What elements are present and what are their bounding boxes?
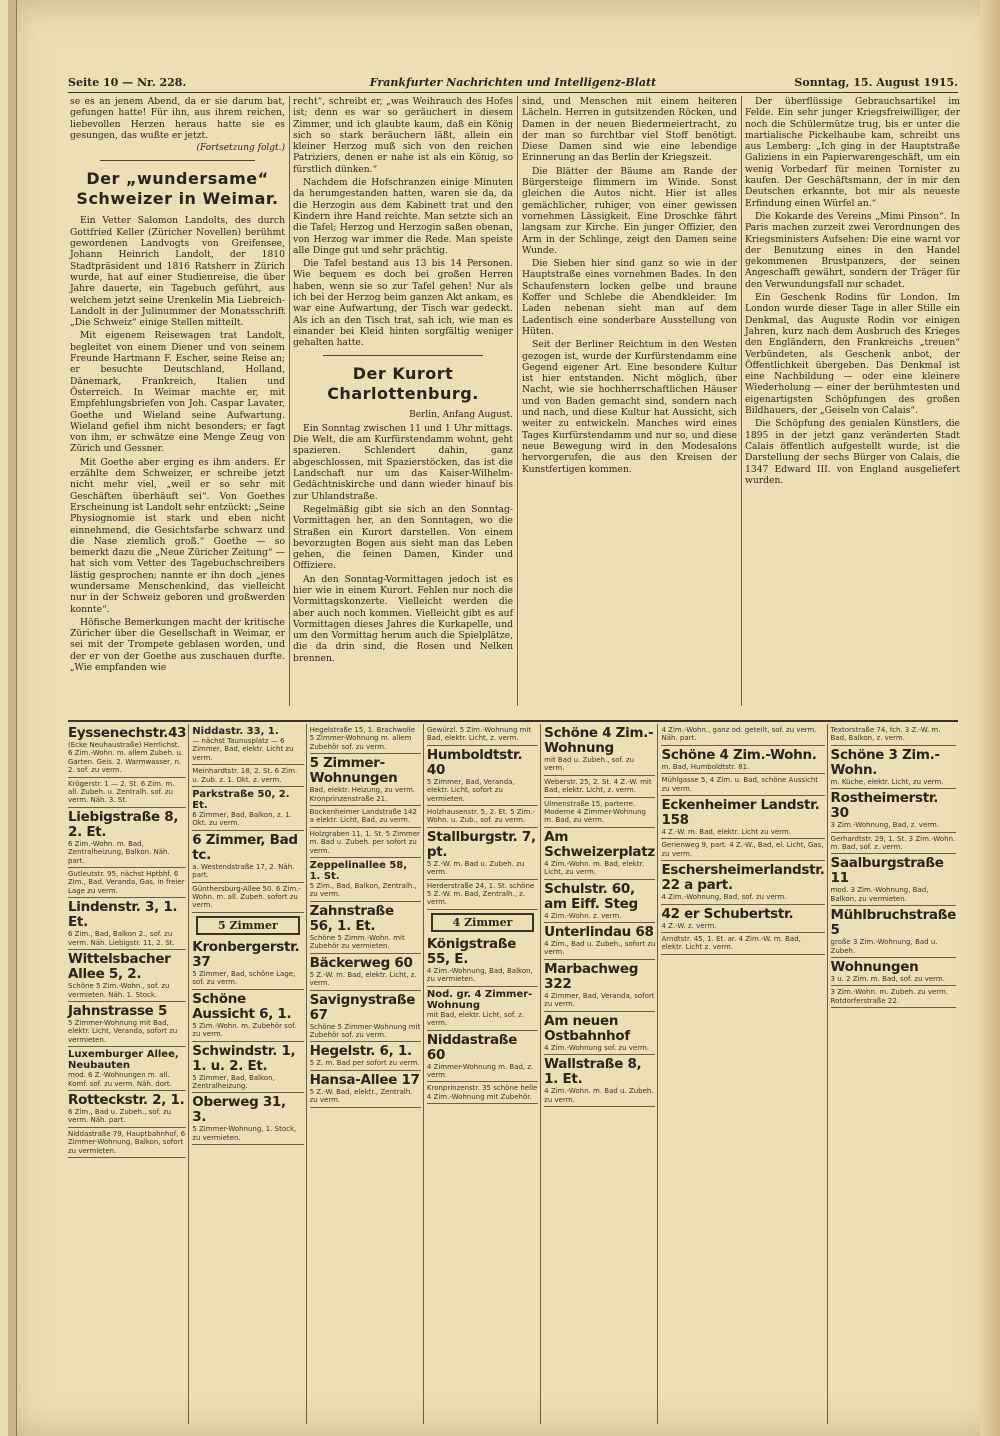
classified-ad — [310, 858, 421, 902]
ad-text: Schöne 5 Zimmer-Wohnung mit Zubehör sof. zu verm. — [309, 1022, 421, 1039]
ad-heading: Schöne 3 Zim.-Wohn. — [830, 746, 940, 778]
classified-ad — [68, 868, 186, 898]
classified-ad — [68, 778, 186, 808]
classified-ad — [310, 1042, 421, 1070]
ad-text: — nächst Taunusplatz — 6 Zimmer, Bad, elektr. Licht zu verm. — [192, 737, 294, 762]
classified-ad — [68, 1002, 186, 1047]
classified-ad — [427, 746, 538, 806]
ad-heading: Bäckerweg 60 — [309, 954, 413, 971]
ad-heading: Schulstr. 60, am Eiff. Steg — [544, 880, 638, 912]
ad-text: 5 Zimmer, Bad, schöne Lage, sof. zu verm. — [192, 969, 296, 987]
classified-ad — [544, 1012, 655, 1055]
classified-ad — [544, 724, 655, 776]
ad-text: 4 Zim.-Wohn., ganz od. geteilt, sof. zu verm. Näh. part. — [661, 726, 817, 743]
ad-heading: Schöne 4 Zim.-Wohnung — [544, 725, 654, 756]
classified-ad — [544, 798, 655, 828]
classified-ad — [831, 724, 956, 746]
ad-text: Schöne 5 Zim.-Wohn., sof. zu vermieten. Näh. 1. Stock. — [68, 982, 170, 999]
classified-ad — [68, 950, 186, 1002]
article-paragraph: recht“, schreibt er, „was Weihrauch des Hofes ist; denn es war so geräuchert in diesem Zimmer, und ich glaubte kaum, daß ein König sich so stark beräuchern läßt, allein ein kleiner Herzog muß sich von den reichen Patriziers, denen er nahe ist als ein König, so fürstlich dünken.“ — [293, 96, 513, 175]
ads-column — [68, 724, 189, 1424]
ad-text: m. Küche, elektr. Licht, zu verm. — [830, 777, 944, 786]
ad-text: 4 Zim.-Wohnung, Bad, Balkon, zu vermieten. — [426, 966, 533, 984]
divider — [323, 355, 483, 356]
classified-ad — [192, 831, 303, 883]
article-paragraph: Die Tafel bestand aus 13 bis 14 Personen. Wie bequem es doch bei großen Herren haben, wenn sie so zur Tafel gehen! Nur als ich bei der Herzog beim ganzen Akt ankam, es war eine Aufwartung, der Tisch war gedeckt. Als ich an den Tisch trat, sah ich, wie man es einander bei Kleid hinten sorgfältig weniger gehalten hatte. — [293, 258, 513, 349]
ad-text: 5 Zimmer, Bad, Veranda, elektr. Licht, sofort zu vermieten. — [426, 777, 515, 803]
ad-text: große 3 Zim.-Wohnung, Bad u. Zubeh. — [830, 938, 938, 955]
ad-text: Ulmenstraße 15, parterre. Moderne 4 Zimmer-Wohnung m. Bad, zu verm. — [544, 799, 646, 825]
article-paragraph: sind, und Menschen mit einem heiteren Lächeln. Herren in gutsitzenden Röcken, und Damen in der neuen Biedermeiertracht, zu der man so furchtbar viel Stoff benötigt. Diese Damen sind wie eine lebendige Erinnerung an das Berlin der Kriegszeit. — [522, 96, 737, 164]
ad-heading: 5 Zimmer-Wohnungen — [309, 755, 398, 787]
news-item: Die Schöpfung des genialen Künstlers, die 1895 in der jetzt ganz veränderten Stadt Calais öffentlich aufgestellt wurde, ist die Darstellung der sechs Bürger von Calais, die 1347 Edward III. von England ausgeliefert wurden. — [745, 418, 960, 486]
classified-ad — [192, 1042, 303, 1094]
newspaper-title: Frankfurter Nachrichten und Intelligenz-Blatt — [369, 76, 657, 89]
ad-heading: Schöne 4 Zim.-Wohn. — [661, 746, 817, 763]
article-column-4 — [745, 96, 960, 706]
ad-text: Krögerstr. 1 — 2. St. 6 Zim. m. all. Zubeh. u. Zentralh. sof. zu verm. Näh. 3. St. — [68, 779, 175, 805]
article-paragraph: Ein Sonntag zwischen 11 und 1 Uhr mittags. Die Welt, die am Kurfürstendamm wohnt, geht spazieren. Schlendert dahin, ganz abgeschlossen, mit Spazierstöcken, das ist die Landschaft nur um das Kaiser-Wilhelm-Gedächtniskirche und dann wieder hinauf bis zur Uhlandstraße. — [293, 422, 513, 502]
classified-ad — [427, 724, 538, 746]
column-rule — [741, 96, 742, 706]
classified-ad — [427, 806, 538, 828]
classified-ad — [427, 880, 538, 910]
classified-ad — [544, 776, 655, 798]
column-rule — [517, 96, 518, 706]
ad-text: mod. 6 Z.-Wohnungen m. all. Komf. sof. zu verm. Näh. dort. — [68, 1071, 172, 1088]
ad-heading: Am Schweizerplatz — [544, 828, 655, 860]
article-dateline: Berlin, Anfang August. — [409, 409, 513, 420]
article-paragraph: Regelmäßig gibt sie sich an den Sonntag-Vormittagen her, an den Sonntagen, wo die Straßen ein Kurort darstellen. Von einem bevorzugten Bogen aus sieht man das Leben gehen, die feinen Damen, Kinder und Offiziere. — [293, 503, 513, 572]
classified-ad — [310, 754, 421, 806]
ads-column — [831, 724, 958, 1424]
ad-heading: Schöne Aussicht 6, 1. — [192, 990, 292, 1022]
ad-text: Meinhardtstr. 18, 2. St. 6 Zim. u. Zub. z. 1. Okt. z. verm. — [192, 767, 298, 784]
ad-text: Niddastraße 79, Hauptbahnhof, 6 Zimmer-Wohnung, Balkon, sofort zu vermieten. — [68, 1129, 186, 1155]
ads-column — [544, 724, 658, 1424]
ad-text: Gerienweg 9, part. 4 Z.-W., Bad, el. Licht, Gas, zu verm. — [661, 841, 824, 858]
ad-text: 5 Z.-W. Bad, elektr., Zentralh. zu verm. — [309, 1087, 413, 1105]
ad-text: Hegelstraße 15, 1. Brachwolle 5 Zimmer-Wohnung m. allem Zubehör sof. zu verm. — [309, 726, 416, 751]
classified-ad — [192, 724, 303, 765]
ad-text: Herderstraße 24, 1. St. schöne 5 Z.-W. m. Bad, Zentralh., z. verm. — [426, 881, 535, 907]
ad-heading: Saalburgstraße 11 — [830, 855, 944, 887]
ad-heading: Königstraße 55, E. — [426, 935, 517, 967]
ad-heading: Humboldtstr. 40 — [426, 746, 523, 778]
serial-ending: se es an jenem Abend, da er sie darum bat, gefungen hatte! Für ihn, aus ihrem reichen, liebevollen Herzen heraus hatte sie es gesungen, das wußte er jetzt. — [70, 96, 285, 141]
classified-ads — [68, 724, 958, 1424]
classified-ad — [831, 986, 956, 1008]
ad-heading: Hansa-Allee 17 — [309, 1071, 420, 1088]
article-paragraph: Höfische Bemerkungen macht der kritische Züricher über die Gesellschaft in Weimar, er sei mit der Trompete geblasen worden, und der er von der Goethe aus zuschauen durfte. „Wie empfanden wie — [70, 616, 285, 674]
classified-ad — [192, 938, 303, 990]
ad-heading: Eckenheimer Landstr. 158 — [661, 797, 820, 829]
classified-ad — [544, 828, 655, 880]
ad-heading: Lindenstr. 3, 1. Et. — [68, 899, 178, 931]
article-headline: Der „wundersame“ Schweizer in Weimar. — [76, 169, 279, 209]
classified-ad — [831, 746, 956, 789]
ad-text: 5 Zimmer, Bad, Balkon, Zentralheizung. — [192, 1073, 275, 1090]
classified-ad — [661, 933, 824, 955]
classified-ad — [661, 839, 824, 861]
classified-ad — [192, 990, 303, 1042]
ad-text: 5 Zim., Bad, Balkon, Zentralh., zu verm. — [309, 882, 417, 899]
classified-ad — [544, 923, 655, 960]
ad-heading: Rostheimerstr. 30 — [830, 790, 939, 822]
classified-ad — [661, 774, 824, 796]
ad-text: Mühlgasse 5, 4 Zim. u. Bad, schöne Aussicht zu verm. — [661, 776, 819, 793]
ad-text: 6 Zim., Bad u. Zubeh., sof. zu verm. Näh. part. — [68, 1107, 172, 1125]
ad-text: m. Bad, Humboldtstr. 81. — [661, 762, 750, 771]
ad-text: 5 Zim.-Wohn. m. Zubehör sof. zu verm. — [192, 1021, 297, 1039]
ad-heading: Schwindstr. 1, 1. u. 2. Et. — [192, 1042, 296, 1074]
ad-text: (Ecke Neuhaustraße) Herrlichst. 6 Zim.-Wohn. m. allem Zubeh. u. Garten. Geis. 2. Warmwasser, n. 2. sof. zu verm. — [68, 741, 184, 775]
article-paragraph: Mit eigenem Reisewagen trat Landolt, begleitet von einem Diener und von seinem Freunde Hartmann F. Escher, seine Reise an; er besuchte Deutschland, Holland, Dänemark, Frankreich, Italien und Österreich. In Weimar machte er, mit Empfehlungsbriefen von Joh. Caspar Lavater, Goethe und Wieland seine Aufwartung. Wieland gefiel ihm nicht besonders; er fagt von ihm, er schwätze eine Menge Zeug von Zürich und Gessner. — [70, 330, 285, 455]
divider — [100, 160, 255, 161]
classified-ad — [427, 1031, 538, 1083]
ad-heading: Liebigstraße 8, 2. Et. — [68, 808, 179, 840]
ad-text: a. Westendstraße 17, 2. Näh. part. — [192, 862, 295, 880]
classified-ad — [661, 746, 824, 774]
article-headline: Der Kurort Charlottenburg. — [327, 363, 479, 403]
news-item: Die Kokarde des Vereins „Mimi Pinson“. In Paris machen zurzeit zwei Verordnungen des Kriegsministers Aufsehen: Die eine warnt vor der Benutzung eines in den Handel gekommenen Brustpanzers, der seinen Angeschafft gewährt, sondern der Träger für den Verwundungsfall nur schadet. — [745, 210, 960, 290]
ad-text: Holzhausenstr. 5, 2. Et. 5 Zim.-Wohn. u. Zub., sof. zu verm. — [426, 808, 536, 825]
article-column-2 — [293, 96, 513, 706]
ad-heading: Kronbergerstr. 37 — [192, 938, 300, 970]
classified-ad — [310, 806, 421, 828]
ad-heading: Niddastr. 33, 1. — [192, 726, 279, 737]
ad-text: 3 Zim.-Wohn. m. Zubeh. zu verm. Rotdorferstraße 22. — [830, 988, 949, 1005]
ad-heading: Jahnstrasse 5 — [68, 1002, 168, 1019]
classified-ad — [427, 987, 538, 1031]
issue-date: Sonntag, 15. August 1915. — [794, 76, 958, 89]
classified-ad — [544, 960, 655, 1012]
ad-text: Textorstraße 74, fch. 3 Z.-W. m. Bad, Balkon, z. verm. — [830, 726, 941, 743]
article-paragraph: Die Blätter der Bäume am Rande der Bürgersteige flimmern im Winde. Sonst gleichen die Autos nicht. Hier ist alles gemächlicher, ruhiger, von einer gewissen vornehmen Lässigkeit. Eine Droschke fährt langsam zur Kirche. Ein junger Offizier, den Arm in der Schlinge, zeigt den Damen seine Wunde. — [522, 165, 737, 256]
ad-text: 5 Z.-W. m. Bad, elektr. Licht, z. verm. — [309, 970, 417, 988]
ad-text: 4 Zimmer, Bad, Veranda, sofort zu verm. — [544, 991, 655, 1009]
ad-text: Bad, elektr. Heizung, zu verm. Kronprinzenstraße 21. — [309, 786, 416, 803]
classified-ad — [68, 1128, 186, 1158]
classified-ad — [192, 787, 303, 831]
classified-ad — [68, 724, 186, 778]
ad-heading: Zahnstraße 56, 1. Et. — [309, 902, 394, 934]
ad-heading: Wohnungen — [830, 959, 919, 976]
news-item: Ein Geschenk Rodins für London. Im London wurde dieser Tage in aller Stille ein Denkmal, das Auguste Rodin vor einigen Jahren, kurz nach dem Ausbruch des Krieges den Engländern, den Frankreichs „treuen“ Verbündeten, als Geschenk anbot, der Öffentlichkeit übergeben. Das Denkmal ist eine Nachbildung — oder eine kleinere Wiederholung — einer der berühmtesten und eigenartigsten Schöpfungen des großen Bildhauers, der „Geiseln von Calais“. — [745, 292, 960, 417]
ad-heading: Wallstraße 8, 1. Et. — [544, 1056, 642, 1088]
classified-ad — [68, 898, 186, 950]
ad-heading: Savignystraße 67 — [309, 991, 416, 1023]
ad-text: Gutleutstr. 95, nächst Hptbhf. 6 Zim., Bad, Veranda, Gas, in freier Lage zu verm. — [68, 870, 185, 895]
classified-ad — [661, 905, 824, 933]
masthead — [68, 74, 958, 93]
ad-heading: 42 er Schubertstr. — [661, 905, 794, 922]
ad-text: Günthersburg-Allee 50. 6 Zim.-Wohn. m. all. Zubeh. sofort zu verm. — [192, 884, 301, 910]
classified-ad — [310, 1071, 421, 1108]
column-rule — [289, 96, 290, 706]
ad-heading: Luxemburger Allee, Neubauten — [68, 1049, 179, 1072]
classified-ad — [661, 724, 824, 746]
classified-ad — [192, 765, 303, 787]
classified-ad — [831, 958, 956, 986]
classified-ad — [310, 991, 421, 1043]
ads-column — [427, 724, 541, 1424]
classified-ad — [68, 1091, 186, 1128]
ad-heading: 6 Zimmer, Bad tc. — [192, 831, 298, 863]
ad-text: 4 Zim., Bad u. Zubeh., sofort zu verm. — [544, 940, 656, 957]
ads-section-header: 4 Zimmer — [431, 913, 534, 932]
ad-heading: Stallburgstr. 7, pt. — [426, 828, 536, 860]
classified-ad — [427, 828, 538, 880]
ad-text: 3 Zim.-Wohnung, Bad, z. verm. — [830, 821, 940, 830]
classified-ad — [192, 1093, 303, 1145]
ad-heading: Wittelsbacher Allee 5, 2. — [68, 951, 171, 983]
ad-text: 4 Zim.-Wohn. m. Bad, elektr. Licht, zu verm. — [544, 859, 645, 877]
article-column-1 — [70, 96, 285, 706]
ad-text: 4 Zim.-Wohn. m. Bad u. Zubeh. zu verm. — [544, 1087, 654, 1104]
ad-heading: Rotteckstr. 2, 1. — [68, 1091, 185, 1108]
ad-text: 5 Zimmer-Wohnung, 1. Stock, zu vermieten. — [192, 1125, 297, 1142]
classified-ad — [68, 808, 186, 868]
ad-text: 5 Z.-W. m. Bad u. Zubeh. zu verm. — [426, 859, 525, 877]
ad-heading: Parkstraße 50, 2. Et. — [192, 789, 290, 812]
article-paragraph: Seit der Berliner Reichtum in den Westen gezogen ist, wurde der Kurfürstendamm eine Gegend eigener Art. Eine besondere Kultur ist hier entstanden. Nicht möglich, über Nacht, wie sie hochherrschaftlichen Häuser und von Baden gemacht sind, sondern nach und nach, und diese Kultur hat Aussicht, sich weiter zu entwickeln. Manches wird eines Tages Kurfürstendamm und nur so, und diese neue Bewegung wird in den Modesalons hervorgerufen, die aus den Kreisen der Kunstfertigen kommen. — [522, 339, 737, 475]
ad-heading: Marbachweg 322 — [544, 960, 639, 992]
classified-ad — [831, 854, 956, 906]
article-paragraph: An den Sonntag-Vormittagen jedoch ist es hier wie in einem Kurort. Fehlen nur noch die Vormittagskonzerte. Vielleicht werden die aber auch noch kommen. Vielleicht gibt es auf Vormittagen dieses Jahres die Kurkapelle, und um den Vormittag herum auch die Spielplätze, die da drin sind, die Rosen und Nelken brennen. — [293, 573, 513, 664]
ad-text: 4 Zimmer-Wohnung m. Bad, z. verm. — [426, 1062, 534, 1079]
ads-section-header: 5 Zimmer — [196, 916, 299, 935]
article-paragraph: Die Sieben hier sind ganz so wie in der Hauptstraße eines vornehmen Bades. In den Schaufenstern locken gelbe und braune Koffer und Schlebe die Abendkleider. Im Laden nebenan sieht man auf dem Ladentisch eine sonderbare Ausstellung von Hüten. — [522, 258, 737, 337]
ad-text: Kronprinzenstr. 35 schöne helle 4 Zim.-Wohnung mit Zubehör. — [426, 1084, 538, 1101]
ad-text: 6 Zim., Bad, Balkon 2., sof. zu verm. Näh. Liebigstr. 11, 2. St. — [68, 930, 175, 947]
classified-ad — [310, 724, 421, 754]
classified-ad — [831, 789, 956, 832]
ads-column — [192, 724, 306, 1424]
ad-text: Bockenheimer Landstraße 142 a elektr. Licht, Bad, zu verm. — [309, 808, 417, 825]
ad-text: mit Bad, elektr. Licht, sof. z. verm. — [426, 1010, 525, 1028]
ads-column — [661, 724, 827, 1424]
classified-ad — [427, 1082, 538, 1104]
ad-text: Arndtstr. 45, 1. Et. ar. 4 Zim.-W. m. Bad, elektr. Licht z. verm. — [661, 935, 801, 952]
page-number: Seite 10 — Nr. 228. — [68, 76, 187, 89]
ad-text: 4 Z.-W. z. verm. — [661, 921, 717, 930]
page-edge — [980, 0, 1000, 1436]
page-binding — [8, 0, 17, 1436]
newspaper-page — [8, 0, 1000, 1436]
ad-text: 4 Z.-W. m. Bad, elektr. Licht zu verm. — [661, 828, 791, 837]
ad-text: 4 Zim.-Wohnung, Bad, sof. zu verm. — [661, 893, 787, 902]
article-paragraph: Mit Goethe aber erging es ihm anders. Er erzählte dem Schweizer, er schreibe jetzt nicht mehr viel, „weil er so sehr mit Geschäften überhäuft sei“. Von Goethes Erscheinung ist Landolt sehr entzückt: „Seine Physiognomie ist stark und eben nicht einnehmend, die Gesichtsfarbe schwarz und die Nase ziemlich groß.“ Goethe — so bemerkt dazu die „Neue Züricher Zeitung“ — hat sich vom Vetter des Tagebuchschreibers lästig gesprochen; nannte er ihn doch „jenes wundersame Menschenkind, das vielleicht nur in der Schweiz geboren und großwerden konnte“. — [70, 456, 285, 615]
article-paragraph: Nachdem die Hofschranzen einige Minuten da herumgestanden hatten, waren sie da, da die Herzogin aus dem Kabinett trat und den Kindern ihre Hand reichte. Man setzte sich an die Tafel; Herzog und Herzogin saßen obenan, von Herzog war immer die Rede. Man speiste alle Dinge gut und sehr prächtig. — [293, 177, 513, 256]
ad-heading: Hegelstr. 6, 1. — [309, 1043, 412, 1060]
ad-text: Holzgraben 11, 1. St. 5 Zimmer m. Bad u. Zubeh. per sofort zu verm. — [309, 829, 420, 855]
ad-heading: Niddastraße 60 — [426, 1031, 518, 1063]
ads-column — [310, 724, 424, 1424]
article-column-3 — [522, 96, 737, 706]
ad-heading: Nod. gr. 4 Zimmer-Wohnung — [426, 988, 533, 1011]
ad-heading: Mühlbruchstraße 5 — [830, 907, 956, 939]
ad-text: 5 Z. m. Bad per sofort zu verm. — [309, 1059, 420, 1068]
continuation-note: (Fortsetzung folgt.) — [196, 143, 285, 154]
ad-text: 6 Zim.-Wohn. m. Bad, Zentralheizung, Balkon. Näh. part. — [68, 839, 170, 865]
classified-ad — [661, 861, 824, 904]
classified-ad — [310, 954, 421, 991]
classified-ad — [192, 883, 303, 913]
ad-text: 4 Zim.-Wohnung sof. zu verm. — [544, 1043, 650, 1052]
classified-ad — [310, 828, 421, 858]
ad-heading: Eyssenechstr.43 — [68, 725, 187, 741]
classified-ad — [831, 833, 956, 855]
ad-text: Gewürzl. 5 Zim.-Wohnung mit Bad, elektr. Licht, z. verm. — [426, 726, 532, 743]
ad-text: 5 Zimmer-Wohnung mit Bad, elektr. Licht, Veranda, sofort zu vermieten. — [68, 1018, 178, 1044]
classified-ad — [544, 1055, 655, 1107]
ad-text: 4 Zim.-Wohn. z. verm. — [544, 911, 622, 920]
classified-ad — [68, 1047, 186, 1091]
ad-text: Gerhardtstr. 29, 1. St. 3 Zim.-Wohn. m. Bad, sof. z. verm. — [830, 834, 956, 852]
ad-heading: Oberweg 31, 3. — [192, 1094, 286, 1126]
news-item: Der überflüssige Gebrauchsartikel im Felde. Ein sehr junger Kriegsfreiwilliger, der noch die Schülermütze trug, bis er unter die martialische Pickelhaube kam, schreibt uns aus Lemberg: „Ich ging in der Hauptstraße Galiziens in ein Papierwarengeschäft, um ein wenig Vorbedarf für meinen Tornister zu kaufen. Der Geschäftsmann, der in mir den Deutschen erkannte, bot mir als neueste Erfindung einen Würfel an.“ — [745, 96, 960, 209]
ad-heading: Unterlindau 68 — [544, 924, 654, 941]
classified-ad — [544, 880, 655, 923]
classified-divider — [68, 720, 958, 722]
ad-text: 3 u. 2 Zim. m. Bad, sof. zu verm. — [830, 975, 945, 984]
ad-text: mod. 3 Zim.-Wohnung, Bad, Balkon, zu vermieten. — [830, 886, 929, 903]
ad-heading: Zeppelinallee 58, 1. St. — [309, 860, 408, 883]
article-paragraph: Ein Vetter Salomon Landolts, des durch Gottfried Keller (Züricher Novellen) berühmt gewordenen Landvogts von Greifensee, Johann Heinrich Landolt, der 1810 Stadtpräsident und 1816 Ratsherr in Zürich wurde, hat auf einer Studienreise, die über Jahre dauerte, ein Tagebuch geführt, aus welchem jetzt seine Urenkelin Mia Liebreich-Landolt in der Julinummer der Monatsschrift „Die Schweiz“ einige Stellen mitteilt. — [70, 215, 285, 329]
ad-text: mit Bad u. Zubeh., sof. zu verm. — [544, 756, 635, 773]
ad-text: Schöne 5 Zimm.-Wohn. mit Zubehör zu vermieten. — [309, 933, 405, 951]
ad-heading: Am neuen Ostbahnhof — [544, 1012, 630, 1044]
classified-ad — [427, 935, 538, 987]
classified-ad — [661, 796, 824, 839]
classified-ad — [831, 906, 956, 958]
ad-text: 6 Zimmer, Bad, Balkon, z. 1. Okt. zu verm. — [192, 811, 292, 828]
classified-ad — [310, 902, 421, 954]
ad-text: Weberstr. 25, 2. St. 4 Z.-W. mit Bad, elektr. Licht, z. verm. — [544, 777, 652, 795]
ad-heading: Eschersheimerlandstr. 22 a part. — [661, 862, 825, 894]
